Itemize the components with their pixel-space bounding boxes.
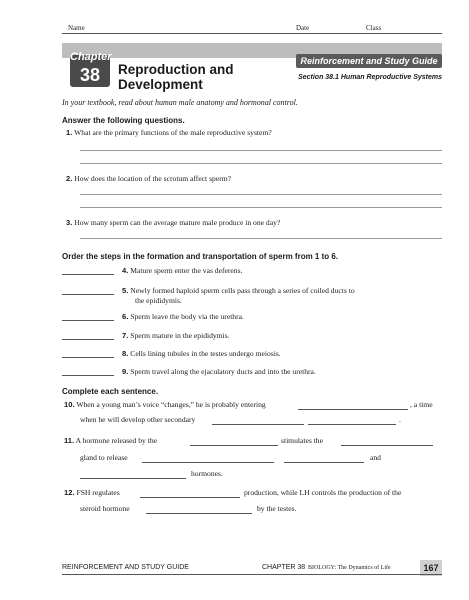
page-number: 167 (420, 560, 442, 576)
fill-blank[interactable] (80, 478, 186, 479)
question-number: 1. (66, 128, 73, 137)
fill-blank[interactable] (140, 497, 240, 498)
date-label: Date (296, 24, 310, 32)
question-number: 12. (64, 488, 75, 497)
question-text: When a young man’s voice “changes,” he is probably entering (76, 400, 266, 409)
question-text: A hormone released by the (75, 436, 158, 445)
footer-book-title: BIOLOGY: The Dynamics of Life (308, 565, 391, 571)
chapter-word: Chapter (70, 51, 112, 63)
question-text: production, while LH controls the production of the (244, 488, 402, 497)
question-text: gland to release (80, 453, 128, 462)
question-1 (66, 128, 272, 137)
fill-blank[interactable] (298, 409, 408, 410)
fill-blank[interactable] (308, 424, 396, 425)
question-number: 10. (64, 400, 75, 409)
question-text: FSH regulates (76, 488, 120, 497)
order-item-6 (122, 312, 244, 321)
fill-blank[interactable] (212, 424, 304, 425)
name-label: Name (68, 24, 85, 32)
answer-line[interactable] (80, 207, 442, 208)
question-12-line1 (64, 488, 120, 497)
order-blank[interactable] (62, 375, 114, 376)
order-blank[interactable] (62, 320, 114, 321)
question-number: 2. (66, 174, 73, 183)
question-text: when he will develop other secondary (80, 415, 196, 424)
part2-heading: Order the steps in the formation and transportation of sperm from 1 to 6. (62, 252, 339, 261)
part1-heading: Answer the following questions. (62, 116, 185, 125)
order-blank[interactable] (62, 274, 114, 275)
fill-blank[interactable] (142, 462, 274, 463)
question-number: 11. (64, 436, 75, 445)
question-11-line1 (64, 436, 157, 445)
item-number: 8. (122, 349, 129, 358)
item-text-cont: the epididymis. (135, 296, 182, 305)
answer-line[interactable] (80, 163, 442, 164)
question-text: by the testes. (257, 504, 297, 513)
order-blank[interactable] (62, 357, 114, 358)
footer-rule (62, 574, 442, 575)
footer-chapter: CHAPTER 38 (262, 564, 306, 571)
order-blank[interactable] (62, 339, 114, 340)
question-3 (66, 218, 280, 227)
fill-blank[interactable] (146, 513, 252, 514)
answer-line[interactable] (80, 194, 442, 195)
item-text: Newly formed haploid sperm cells pass through a series of coiled ducts to (130, 286, 355, 295)
page-title (118, 62, 234, 92)
title-line-1: Reproduction and (118, 62, 234, 77)
question-text: stimulates the (281, 436, 323, 445)
order-item-9 (122, 367, 316, 376)
answer-line[interactable] (80, 238, 442, 239)
item-number: 5. (122, 286, 129, 295)
item-number: 6. (122, 312, 129, 321)
question-text: , a time (410, 400, 433, 409)
question-2 (66, 174, 231, 183)
question-10-line1 (64, 400, 266, 409)
title-line-2: Development (118, 77, 203, 92)
study-guide-badge: Reinforcement and Study Guide (296, 54, 442, 68)
item-text: Sperm leave the body via the urethra. (130, 312, 244, 321)
item-text: Cells lining tubules in the testes undergo meiosis. (130, 349, 281, 358)
item-number: 9. (122, 367, 129, 376)
item-number: 4. (122, 266, 129, 275)
question-number: 3. (66, 218, 73, 227)
item-text: Mature sperm enter the vas deferens. (130, 266, 243, 275)
chapter-number: 38 (79, 65, 101, 85)
question-text: steroid hormone (80, 504, 130, 513)
order-item-4 (122, 266, 242, 275)
question-text: . (399, 415, 401, 424)
footer-guide-label: REINFORCEMENT AND STUDY GUIDE (62, 564, 189, 571)
question-text: What are the primary functions of the male reproductive system? (74, 128, 272, 137)
fill-blank[interactable] (284, 462, 364, 463)
fill-blank[interactable] (341, 445, 433, 446)
part3-heading: Complete each sentence. (62, 387, 159, 396)
order-item-7 (122, 331, 230, 340)
order-blank[interactable] (62, 294, 114, 295)
answer-line[interactable] (80, 150, 442, 151)
item-number: 7. (122, 331, 129, 340)
order-item-8 (122, 349, 281, 358)
fill-blank[interactable] (190, 445, 278, 446)
item-text: Sperm travel along the ejaculatory ducts and into the urethra. (130, 367, 316, 376)
section-title: Section 38.1 Human Reproductive Systems (298, 74, 442, 81)
question-text: How does the location of the scrotum affect sperm? (74, 174, 231, 183)
intro-text: In your textbook, read about human male anatomy and hormonal control. (62, 98, 298, 107)
question-text: How many sperm can the average mature male produce in one day? (74, 218, 281, 227)
order-item-5 (122, 286, 355, 306)
class-label: Class (366, 24, 382, 32)
item-text: Sperm mature in the epididymis. (130, 331, 230, 340)
question-text: hormones. (191, 469, 223, 478)
header-rule (62, 33, 442, 34)
question-text: and (370, 453, 381, 462)
